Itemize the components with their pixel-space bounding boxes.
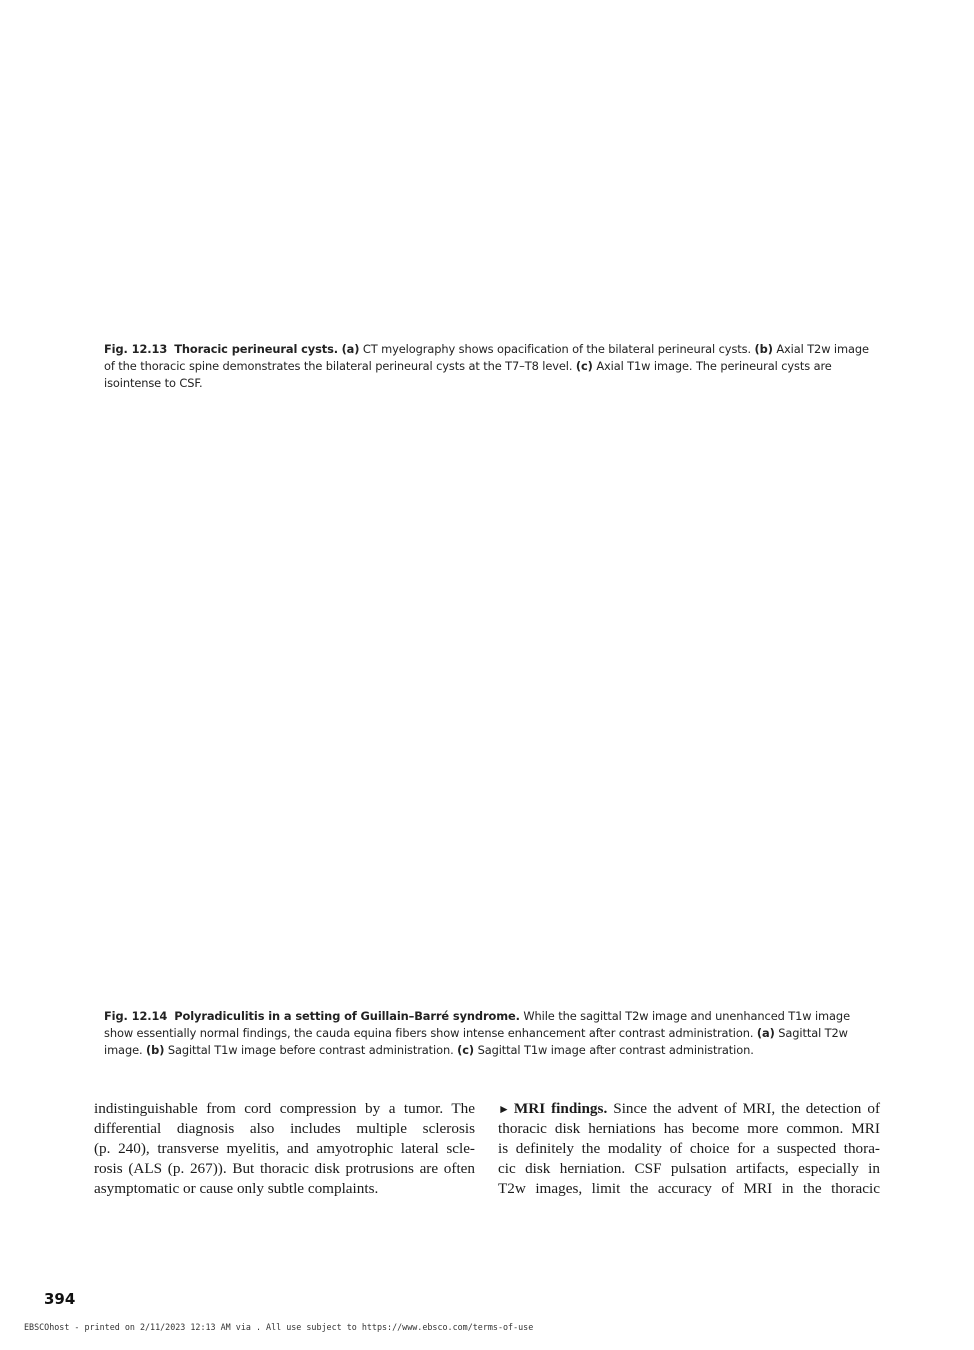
- caption-text-a: Sagittal T2w image.: [104, 1026, 848, 1057]
- caption-text-b: Sagittal T1w image before contrast administration.: [167, 1043, 454, 1057]
- triangle-bullet-icon: ►: [498, 1102, 510, 1116]
- caption-text-b: Axial T2w image of the thoracic spine demonstrates the bilateral perineural cysts at the T7–T8 level.: [104, 342, 869, 373]
- caption-title: Polyradiculitis in a setting of Guillain–Barré syndrome.: [174, 1009, 520, 1023]
- body-column-right: [498, 1099, 880, 1199]
- section-heading-line: [498, 1099, 880, 1119]
- body-column-left: [94, 1099, 475, 1199]
- caption-marker-b: (b): [146, 1043, 165, 1057]
- caption-text-c: Sagittal T1w image after contrast administration.: [477, 1043, 754, 1057]
- caption-marker-c: (c): [575, 359, 593, 373]
- section-runin-heading: MRI findings.: [513, 1100, 608, 1117]
- caption-marker-c: (c): [457, 1043, 475, 1057]
- caption-text-c: Axial T1w image. The perineural cysts are isointense to CSF.: [104, 359, 832, 390]
- caption-intro: While the sagittal T2w image and unenhanced T1w image show essentially normal findings, the cauda equina fibers show intense enhancement after contrast administration.: [104, 1009, 850, 1040]
- caption-marker-a: (a): [756, 1026, 775, 1040]
- body-line: differential diagnosis also includes multiple sclerosis: [94, 1120, 475, 1137]
- body-line: rosis (ALS (p. 267)). But thoracic disk protrusions are often: [94, 1160, 475, 1177]
- figure-caption-12-13: [104, 341, 874, 392]
- body-line: thoracic disk herniations has become more common. MRI: [498, 1120, 880, 1137]
- body-line: indistinguishable from cord compression by a tumor. The: [94, 1100, 475, 1117]
- body-line: is definitely the modality of choice for a suspected thora-: [498, 1140, 880, 1157]
- caption-label: Fig. 12.14: [104, 1009, 168, 1023]
- print-footer: EBSCOhost - printed on 2/11/2023 12:13 AM via . All use subject to https://www.ebsco.com/terms-of-use: [24, 1322, 534, 1332]
- caption-marker-a: (a): [341, 342, 360, 356]
- caption-marker-b: (b): [754, 342, 773, 356]
- figure-caption-12-14: [104, 1008, 874, 1059]
- body-line-text: Since the advent of MRI, the detection of: [613, 1100, 880, 1117]
- body-line: cic disk herniation. CSF pulsation artifacts, especially in: [498, 1160, 880, 1177]
- caption-title: Thoracic perineural cysts.: [174, 342, 339, 356]
- page-number: 394: [44, 1290, 76, 1308]
- caption-text-a: CT myelography shows opacification of the bilateral perineural cysts.: [362, 342, 751, 356]
- caption-label: Fig. 12.13: [104, 342, 168, 356]
- body-line: asymptomatic or cause only subtle complaints.: [94, 1180, 379, 1197]
- body-line: T2w images, limit the accuracy of MRI in the thoracic: [498, 1180, 880, 1197]
- body-line: (p. 240), transverse myelitis, and amyotrophic lateral scle-: [94, 1140, 475, 1157]
